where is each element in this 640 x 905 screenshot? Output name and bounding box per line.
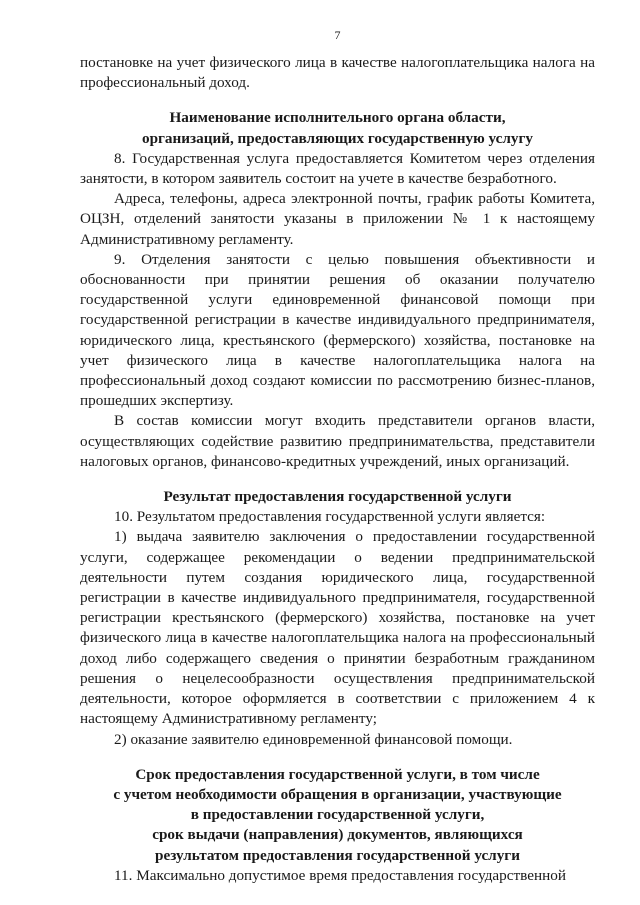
heading-line: результатом предоставления государственной услуги — [155, 846, 520, 864]
paragraph-addresses: Адреса, телефоны, адреса электронной почты, график работы Комитета, ОЦЗН, отделений занятости указаны в приложении № 1 к настоящему Административному регламенту. — [80, 190, 595, 248]
paragraph-10-item-2: 2) оказание заявителю единовременной финансовой помощи. — [114, 730, 513, 748]
heading-line: организаций, предоставляющих государственную услугу — [141, 129, 533, 147]
paragraph-10: 10. Результатом предоставления государственной услуги является: — [114, 508, 546, 526]
heading-line: с учетом необходимости обращения в организации, участвующие — [113, 785, 562, 803]
heading-line: Наименование исполнительного органа области, — [169, 109, 506, 127]
paragraph-8: 8. Государственная услуга предоставляется Комитетом через отделения занятости, в котором заявитель состоит на учете в качестве безработного. — [80, 149, 595, 188]
heading-line: Срок предоставления государственной услуги, в том числе — [135, 765, 540, 783]
heading-line: в предоставлении государственной услуги, — [190, 806, 485, 824]
heading-line: Результат предоставления государственной услуги — [163, 488, 512, 506]
paragraph-10-item-1: 1) выдача заявителю заключения о предоставлении государственной услуги, содержащее рекомендации о ведении предпринимательской деятельности путем создания юридического лица, государственной регистрации в качестве индивидуального предпринимателя, государственной регистрации крестьянского (фермерского) хозяйства, постановке на учет физического лица в качестве налогоплательщика налога на профессиональный доход либо содержащего сведения о принятии безработным гражданином решения о нецелесообразности осуществления предпринимательской деятельности, которое оформляется в соответствии с приложением 4 к настоящему Административному регламенту; — [80, 528, 595, 728]
section-heading-executive-body — [80, 108, 595, 148]
paragraph-9: 9. Отделения занятости с целью повышения объективности и обоснованности при принятии решения об оказании получателю государственной услуги единовременной финансовой помощи при государственной регистрации в качестве индивидуального предпринимателя, юридического лица, крестьянского (фермерского) хозяйства, постановке на учет физического лица в качестве налогоплательщика налога на профессиональный доход создают комиссии по рассмотрению бизнес-планов, прошедших экспертизу. — [80, 250, 595, 410]
page-number: 7 — [334, 28, 341, 42]
section-heading-term — [80, 765, 595, 866]
section-heading-result — [80, 487, 595, 507]
paragraph-commission: В состав комиссии могут входить представители органов власти, осуществляющих содействие развитию предпринимательства, представители налоговых органов, финансово-кредитных учреждений, иных организаций. — [80, 412, 595, 470]
heading-line: срок выдачи (направления) документов, являющихся — [152, 826, 523, 844]
paragraph-11: 11. Максимально допустимое время предоставления государственной — [114, 866, 566, 884]
paragraph-intro: постановке на учет физического лица в качестве налогоплательщика налога на профессиональный доход. — [80, 54, 595, 92]
